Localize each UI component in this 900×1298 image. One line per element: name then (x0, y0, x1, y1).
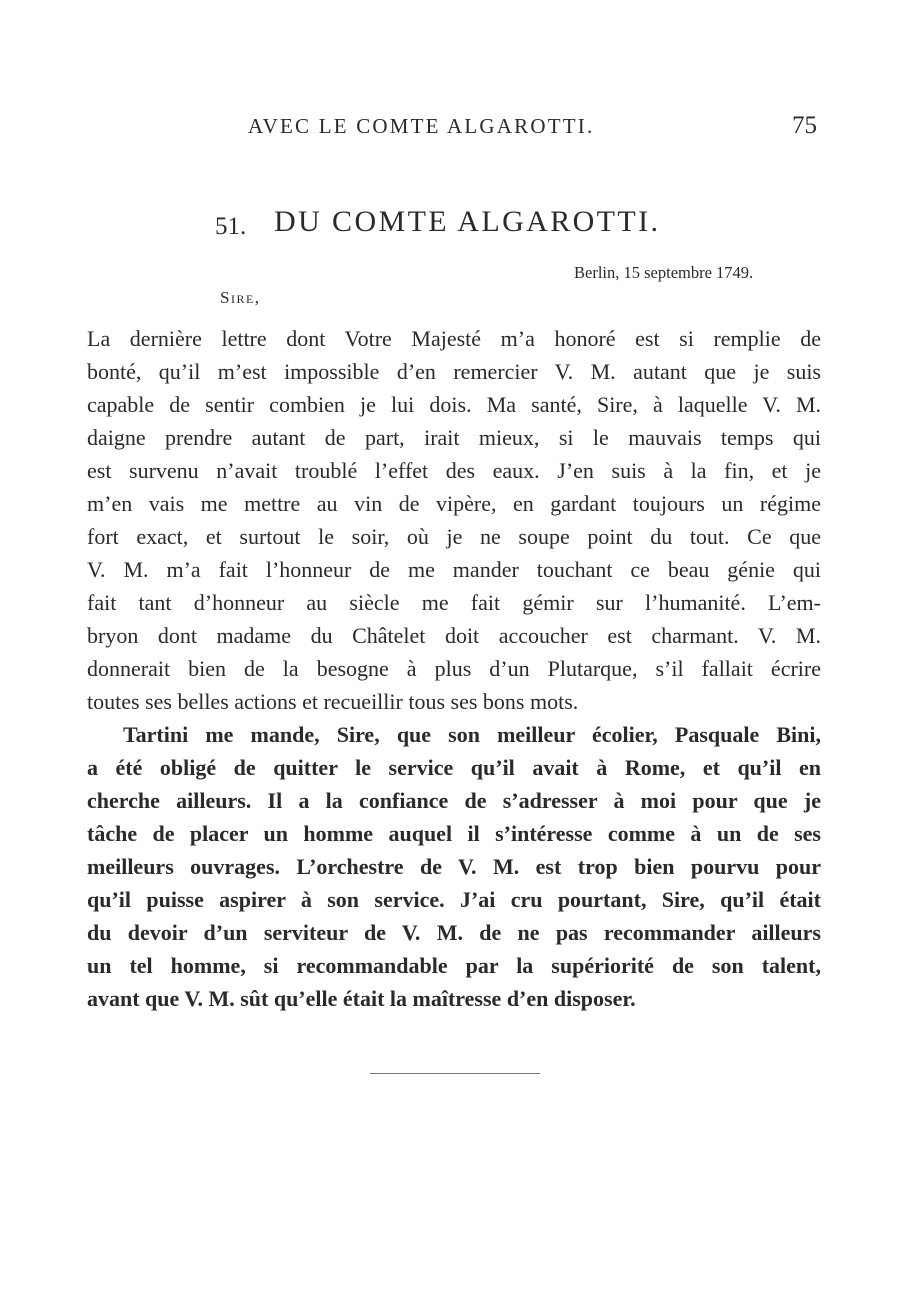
body-line: est survenu n’avait troublé l’effet des eaux. J’en suis à la fin, et je (87, 458, 821, 483)
body-line: fait tant d’honneur au siècle me fait gémir sur l’humanité. L’em- (87, 590, 821, 615)
body-line: La dernière lettre dont Votre Majesté m’a honoré est si remplie de (87, 326, 821, 351)
salutation: Sire, (220, 288, 261, 307)
body-line: un tel homme, si recommandable par la supériorité de son talent, (87, 953, 821, 978)
body-line: capable de sentir combien je lui dois. Ma santé, Sire, à laquelle V. M. (87, 392, 821, 417)
body-line: toutes ses belles actions et recueillir tous ses bons mots. (87, 689, 579, 714)
body-line: fort exact, et surtout le soir, où je ne soupe point du tout. Ce que (87, 524, 821, 549)
body-line: a été obligé de quitter le service qu’il avait à Rome, et qu’il en (87, 755, 821, 780)
body-line: daigne prendre autant de part, irait mieux, si le mauvais temps qui (87, 425, 821, 450)
paragraph-1 (87, 322, 821, 718)
body-line: m’en vais me mettre au vin de vipère, en gardant toujours un régime (87, 491, 821, 516)
paragraph-2 (87, 718, 821, 1015)
body-line: donnerait bien de la besogne à plus d’un Plutarque, s’il fallait écrire (87, 656, 821, 681)
closing-rule (370, 1073, 540, 1074)
body-line: cherche ailleurs. Il a la confiance de s’adresser à moi pour que je (87, 788, 821, 813)
letter-heading (0, 205, 900, 245)
body-line: bonté, qu’il m’est impossible d’en remercier V. M. autant que je suis (87, 359, 821, 384)
body-line: du devoir d’un serviteur de V. M. de ne pas recommander ailleurs (87, 920, 821, 945)
running-title: AVEC LE COMTE ALGAROTTI. (248, 114, 595, 138)
body-line: avant que V. M. sût qu’elle était la maîtresse d’en disposer. (87, 986, 636, 1011)
letter-title: DU COMTE ALGAROTTI. (274, 205, 661, 238)
body-line: bryon dont madame du Châtelet doit accoucher est charmant. V. M. (87, 623, 821, 648)
body-line: qu’il puisse aspirer à son service. J’ai cru pourtant, Sire, qu’il était (87, 887, 821, 912)
letter-body (87, 322, 821, 1015)
body-line: Tartini me mande, Sire, que son meilleur écolier, Pasquale Bini, (123, 722, 821, 747)
running-head (0, 114, 900, 144)
dateline: Berlin, 15 septembre 1749. (574, 263, 754, 282)
body-line: V. M. m’a fait l’honneur de me mander touchant ce beau génie qui (87, 557, 821, 582)
letter-number: 51. (215, 213, 247, 240)
page-number: 75 (792, 112, 817, 139)
body-line: tâche de placer un homme auquel il s’intéresse comme à un de ses (87, 821, 821, 846)
body-line: meilleurs ouvrages. L’orchestre de V. M. est trop bien pourvu pour (87, 854, 821, 879)
